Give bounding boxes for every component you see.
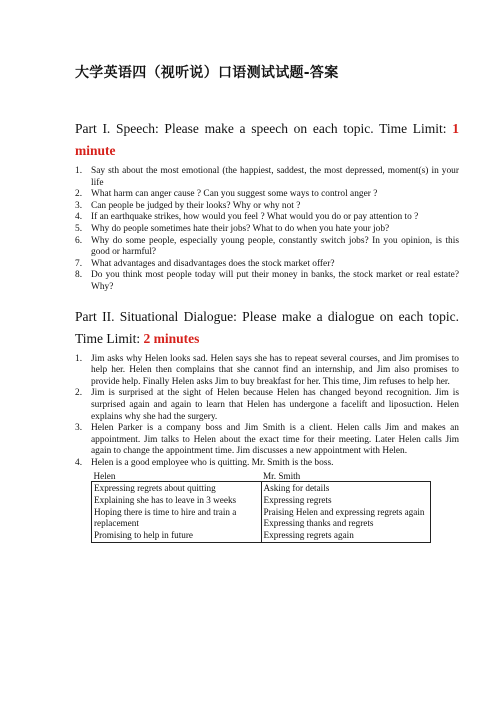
table-header-mr-smith: Mr. Smith	[263, 471, 301, 482]
list-item: 1. Jim asks why Helen looks sad. Helen says she has to repeat several courses, and Jim promises to help her. Helen then complains that she cannot find an internship, and Jim also promises to provide help. Finally Helen asks Jim to buy breakfast for her. This time, Jim refuses to help her.	[75, 353, 459, 387]
list-item-text: If an earthquake strikes, how would you feel ? What would you do or pay attention to ?	[91, 212, 419, 223]
list-item-text: Why do people sometimes hate their jobs? What to do when you hate your job?	[91, 223, 390, 234]
table-line: Praising Helen and expressing regrets again	[263, 506, 425, 517]
list-item: 3. Can people be judged by their looks? Why or why not ?	[75, 200, 301, 211]
list-item-text: Do you think most people today will put their money in banks, the stock market or real estate? Why?	[91, 270, 459, 292]
list-item-text: What advantages and disadvantages does the stock market offer?	[91, 258, 335, 269]
table-line: Expressing regrets	[263, 495, 332, 506]
list-item: 7. What advantages and disadvantages does the stock market offer?	[75, 258, 335, 269]
list-item: 2. Jim is surprised at the sight of Helen because Helen has changed beyond recognition. Jim is surprised again and again to learn that Helen has undergone a facelift and liposuction. Helen explains why she had the surgery.	[75, 388, 459, 422]
list-item-text: Why do some people, especially young people, constantly switch jobs? In you opinion, is this good or harmful?	[91, 235, 459, 258]
list-item: 4. Helen is a good employee who is quitting. Mr. Smith is the boss.	[75, 457, 334, 468]
list-item: 3. Helen Parker is a company boss and Jim Smith is a client. Helen calls Jim and makes an appointment. Jim talks to Helen about the exact time for their meeting. Later Helen calls Jim again to change the appointment time. Jim discusses a new appointment with Helen.	[75, 423, 459, 457]
part1-time-limit: 1 minute	[75, 121, 459, 158]
list-item: 6. Why do some people, especially young people, constantly switch jobs? In you opinion, is this good or harmful?	[75, 235, 459, 258]
list-item-text: Helen is a good employee who is quitting. Mr. Smith is the boss.	[91, 457, 334, 468]
table-header-helen: Helen	[93, 471, 116, 482]
part2-section	[75, 306, 459, 544]
list-item: 1. Say sth about the most emotional (the happiest, saddest, the most depressed, moment(s) in your life	[75, 166, 459, 188]
part1-section	[75, 118, 459, 294]
table-line: Promising to help in future	[94, 529, 194, 540]
part2-list	[75, 354, 459, 470]
table-cell-mr-smith	[261, 482, 431, 543]
list-item-text: Jim asks why Helen looks sad. Helen says she has to repeat several courses, and Jim promises to help her. Helen then complains that she cannot find an internship, and Jim also promises to provide help. Finally Helen asks Jim to buy breakfast for her. This time, Jim refuses to help her.	[91, 353, 459, 387]
list-item-text: What harm can anger cause ? Can you suggest some ways to control anger ?	[91, 189, 378, 200]
list-item: 2. What harm can anger cause ? Can you suggest some ways to control anger ?	[75, 189, 378, 200]
table-line: Hoping there is time to hire and train a replacement	[94, 506, 237, 529]
list-item: 5. Why do people sometimes hate their jobs? What to do when you hate your job?	[75, 223, 390, 234]
document-page	[75, 62, 459, 543]
table-line: Explaining she has to leave in 3 weeks	[94, 495, 237, 506]
table-line: Asking for details	[263, 483, 330, 494]
table-cell-helen	[92, 482, 262, 543]
part2-heading-text: Part II. Situational Dialogue: Please make a dialogue on each topic. Time Limit:	[75, 308, 459, 346]
part1-heading-text: Part I. Speech: Please make a speech on each topic. Time Limit:	[75, 121, 453, 136]
list-item: 4. If an earthquake strikes, how would you feel ? What would you do or pay attention to ?	[75, 212, 419, 223]
part1-list	[75, 166, 459, 294]
part2-heading	[75, 306, 459, 350]
part2-time-limit: 2 minutes	[143, 330, 200, 346]
list-item-text: Say sth about the most emotional (the happiest, saddest, the most depressed, moment(s) in your life	[91, 166, 459, 188]
part1-heading	[75, 118, 459, 162]
table-line: Expressing regrets again	[263, 529, 354, 540]
list-item: 8. Do you think most people today will put their money in banks, the stock market or real estate? Why?	[75, 270, 459, 292]
document-title: 大学英语四（视听说）口语测试试题-答案	[75, 65, 339, 81]
table-line: Expressing thanks and regrets	[263, 518, 374, 529]
role-table	[91, 471, 431, 543]
list-item-text: Can people be judged by their looks? Why or why not ?	[91, 200, 301, 211]
list-item-text: Jim is surprised at the sight of Helen because Helen has changed beyond recognition. Jim is surprised again and again to learn that Helen has undergone a facelift and liposuction. Helen explains why she had the surgery.	[91, 388, 459, 422]
table-line: Expressing regrets about quitting	[94, 483, 216, 494]
list-item-text: Helen Parker is a company boss and Jim Smith is a client. Helen calls Jim and makes an appointment. Jim talks to Helen about the exact time for their meeting. Later Helen calls Jim again to change the appointment time. Jim discusses a new appointment with Helen.	[91, 423, 459, 457]
